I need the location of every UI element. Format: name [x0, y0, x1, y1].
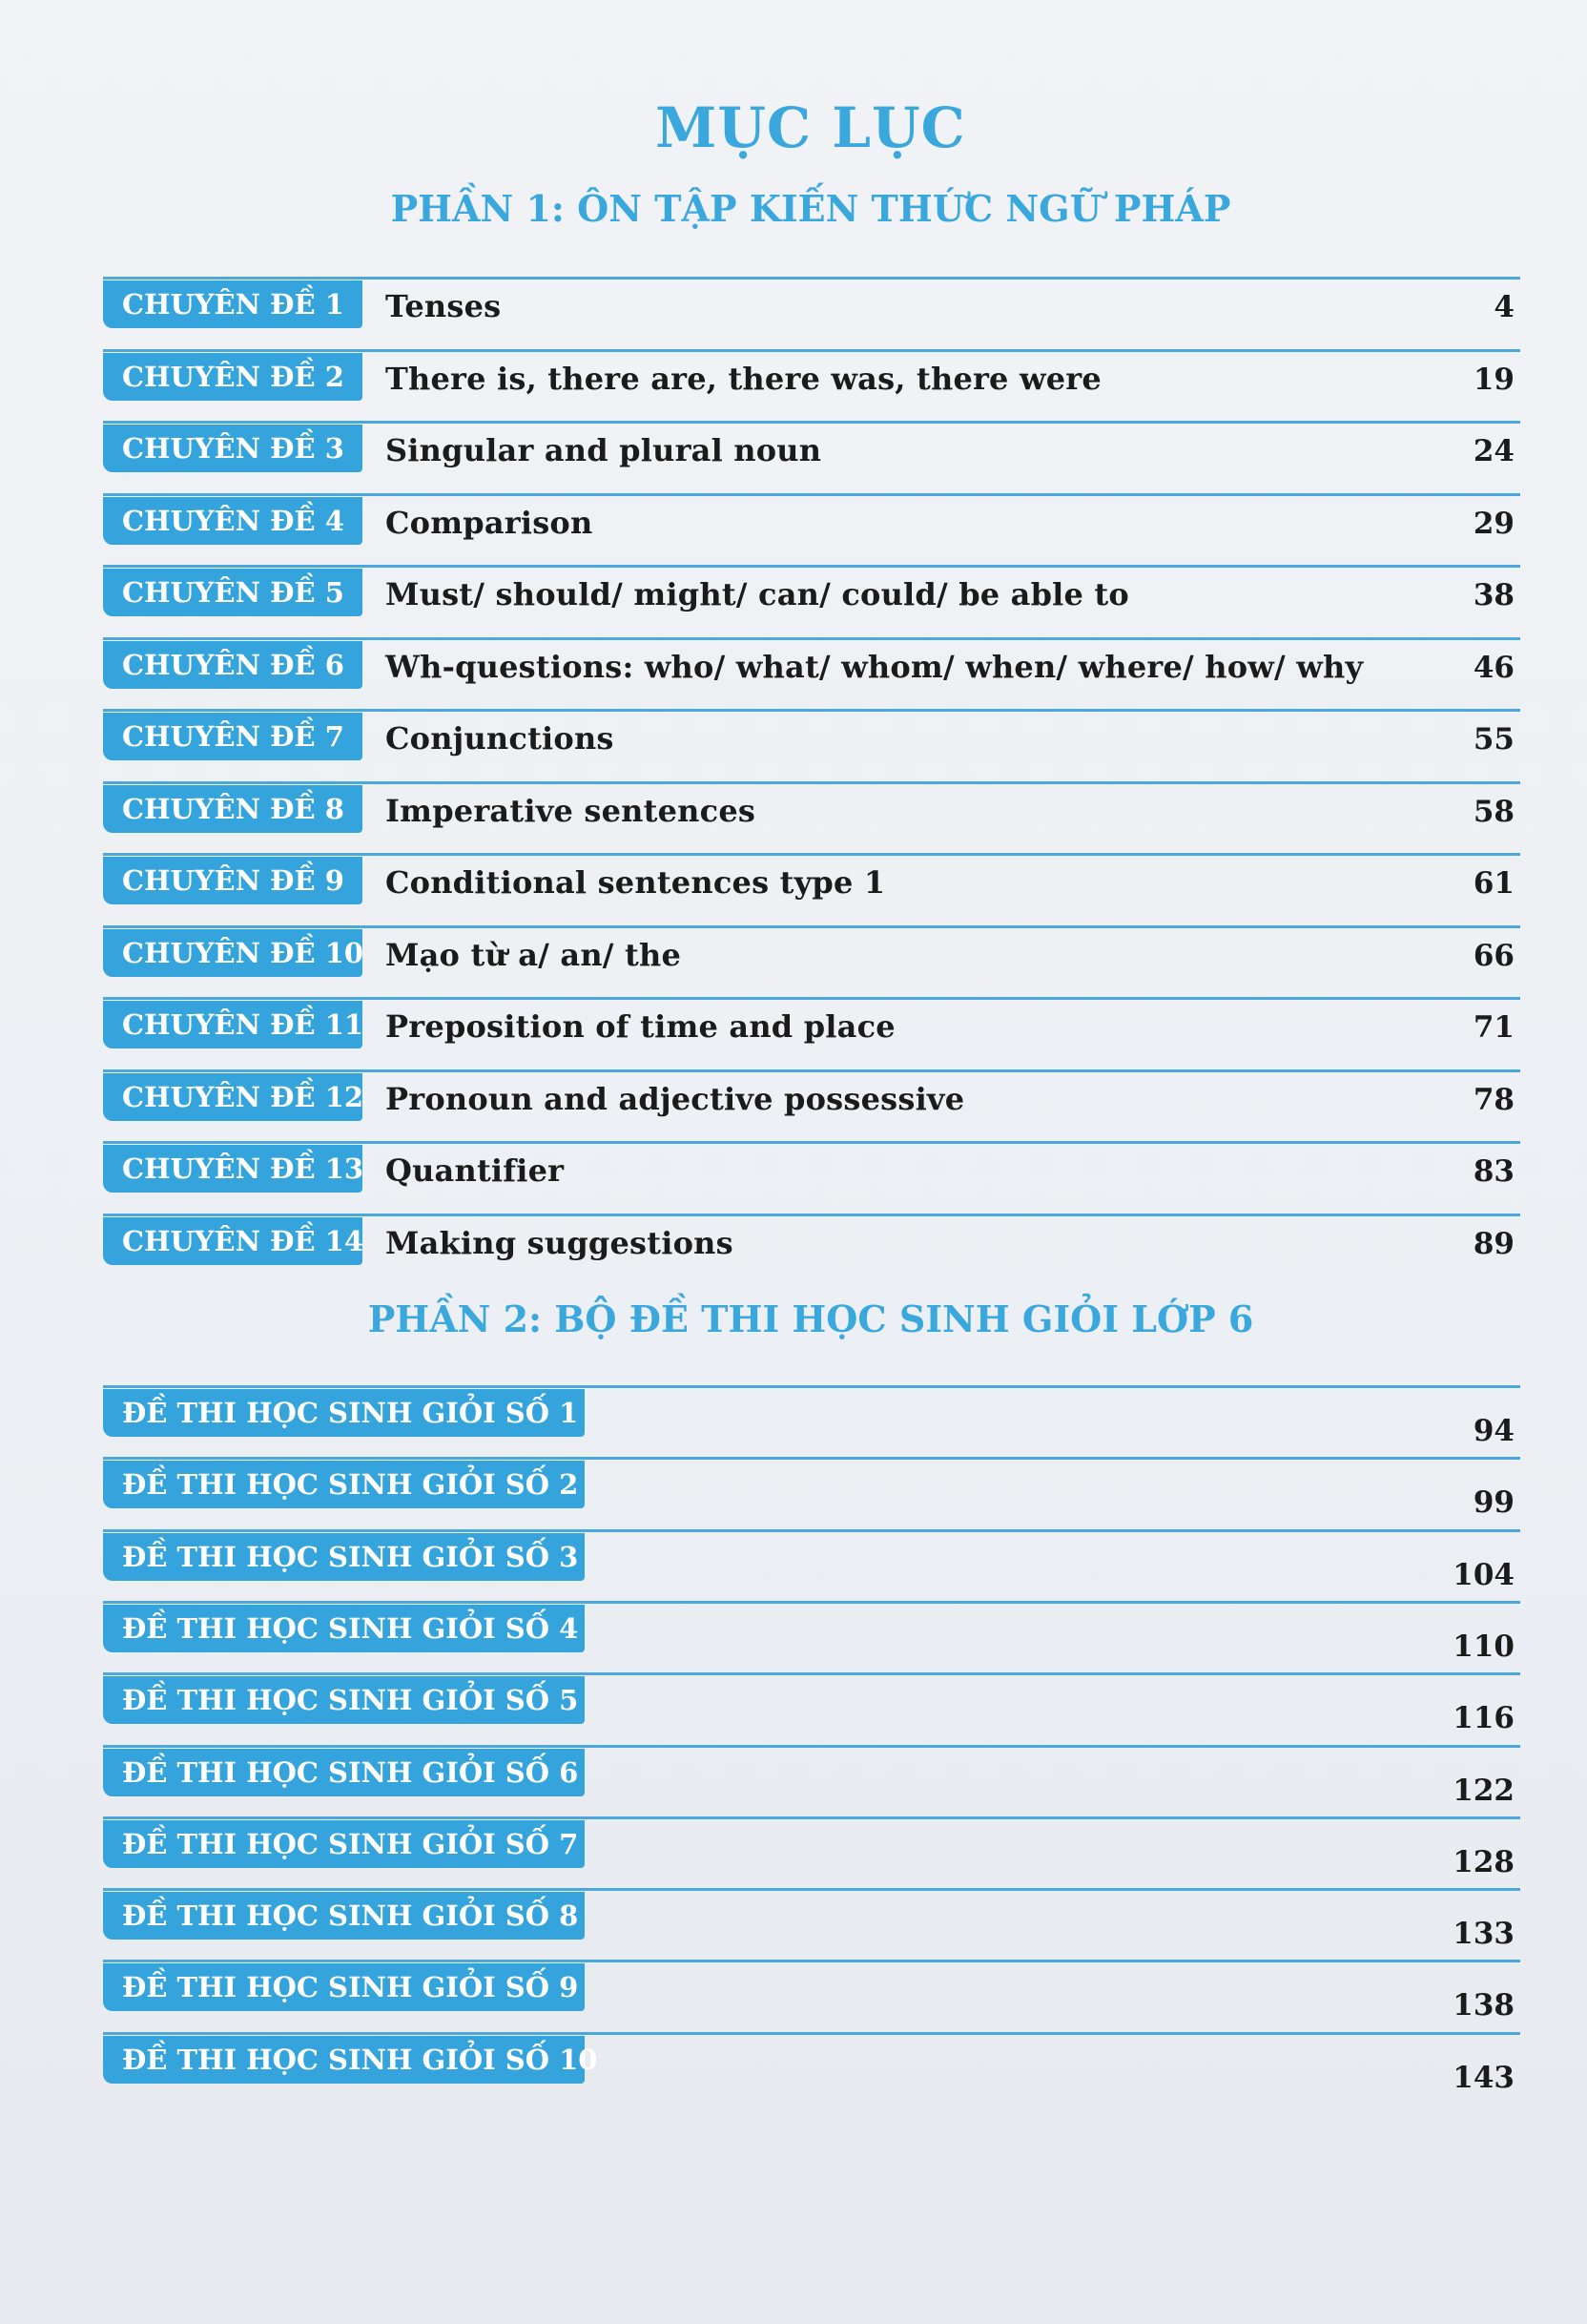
- page-number: 110: [1453, 1629, 1515, 1664]
- row-divider: [103, 1601, 1520, 1604]
- topic-label: Preposition of time and place: [385, 1008, 896, 1045]
- row-divider: [103, 1888, 1520, 1891]
- part2-heading: PHẦN 2: BỘ ĐỀ THI HỌC SINH GIỎI LỚP 6: [367, 1297, 1254, 1340]
- exam-row[interactable]: [103, 1816, 1520, 1879]
- toc-row[interactable]: [103, 1214, 1520, 1271]
- row-divider: [103, 277, 1520, 280]
- topic-label: Quantifier: [385, 1152, 565, 1189]
- topic-label: Tenses: [385, 288, 502, 324]
- toc-row[interactable]: [103, 349, 1520, 406]
- chapter-badge: CHUYÊN ĐỀ 6: [103, 641, 362, 689]
- chapter-badge: CHUYÊN ĐỀ 13: [103, 1145, 362, 1193]
- chapter-badge: CHUYÊN ĐỀ 7: [103, 713, 362, 760]
- row-divider: [103, 1214, 1520, 1216]
- row-divider: [103, 853, 1520, 856]
- exam-badge: ĐỀ THI HỌC SINH GIỎI SỐ 5: [103, 1676, 585, 1724]
- exam-row[interactable]: [103, 2032, 1520, 2095]
- toc-row[interactable]: [103, 637, 1520, 695]
- toc-row[interactable]: [103, 709, 1520, 766]
- exam-badge: ĐỀ THI HỌC SINH GIỎI SỐ 2: [103, 1461, 585, 1508]
- exam-row[interactable]: [103, 1888, 1520, 1952]
- exam-badge: ĐỀ THI HỌC SINH GIỎI SỐ 3: [103, 1533, 585, 1581]
- toc-row[interactable]: [103, 493, 1520, 550]
- topic-label: Must/ should/ might/ can/ could/ be able to: [385, 576, 1129, 612]
- row-divider: [103, 2032, 1520, 2035]
- topic-label: Imperative sentences: [385, 792, 756, 829]
- exam-row[interactable]: [103, 1529, 1520, 1592]
- page-number: 99: [1473, 1485, 1515, 1521]
- topic-label: Wh-questions: who/ what/ whom/ when/ where/ how/ why: [385, 648, 1364, 685]
- page-title: MỤC LỤC: [655, 95, 966, 160]
- page-number: 104: [1453, 1557, 1515, 1592]
- page-number: 138: [1453, 1988, 1515, 2023]
- exam-row[interactable]: [103, 1745, 1520, 1808]
- part1-heading: PHẦN 1: ÔN TẬP KIẾN THỨC NGỮ PHÁP: [390, 187, 1231, 230]
- row-divider: [103, 1457, 1520, 1460]
- exam-badge: ĐỀ THI HỌC SINH GIỎI SỐ 1: [103, 1389, 585, 1437]
- toc-row[interactable]: [103, 925, 1520, 983]
- page-number: 133: [1453, 1917, 1515, 1952]
- page-number: 122: [1453, 1773, 1515, 1808]
- page-number: 89: [1473, 1226, 1515, 1261]
- page-number: 46: [1473, 650, 1515, 685]
- page-number: 4: [1494, 290, 1515, 324]
- chapter-badge: CHUYÊN ĐỀ 11: [103, 1001, 362, 1048]
- chapter-badge: CHUYÊN ĐỀ 12: [103, 1073, 362, 1121]
- page-number: 19: [1473, 362, 1515, 397]
- exam-badge: ĐỀ THI HỌC SINH GIỎI SỐ 7: [103, 1820, 585, 1868]
- topic-label: There is, there are, there was, there were: [385, 360, 1102, 397]
- row-divider: [103, 925, 1520, 928]
- topic-label: Singular and plural noun: [385, 432, 822, 468]
- toc-row[interactable]: [103, 853, 1520, 910]
- row-divider: [103, 1745, 1520, 1748]
- toc-row[interactable]: [103, 565, 1520, 622]
- toc-row[interactable]: [103, 277, 1520, 334]
- row-divider: [103, 349, 1520, 352]
- toc-row[interactable]: [103, 781, 1520, 839]
- row-divider: [103, 1960, 1520, 1962]
- topic-label: Conjunctions: [385, 720, 614, 757]
- exam-row[interactable]: [103, 1457, 1520, 1521]
- row-divider: [103, 637, 1520, 640]
- toc-row[interactable]: [103, 997, 1520, 1054]
- exam-badge: ĐỀ THI HỌC SINH GIỎI SỐ 8: [103, 1892, 585, 1940]
- row-divider: [103, 997, 1520, 1000]
- chapter-badge: CHUYÊN ĐỀ 10: [103, 929, 362, 977]
- page-number: 61: [1473, 866, 1515, 901]
- page-number: 128: [1453, 1844, 1515, 1879]
- topic-label: Conditional sentences type 1: [385, 864, 886, 901]
- page-number: 94: [1473, 1414, 1515, 1448]
- topic-label: Pronoun and adjective possessive: [385, 1080, 965, 1117]
- exam-row[interactable]: [103, 1672, 1520, 1736]
- chapter-badge: CHUYÊN ĐỀ 8: [103, 785, 362, 833]
- row-divider: [103, 1816, 1520, 1819]
- topic-label: Mạo từ a/ an/ the: [385, 936, 682, 973]
- chapter-badge: CHUYÊN ĐỀ 9: [103, 857, 362, 904]
- exam-row[interactable]: [103, 1601, 1520, 1664]
- topic-label: Making suggestions: [385, 1224, 733, 1261]
- chapter-badge: CHUYÊN ĐỀ 4: [103, 497, 362, 545]
- page-number: 116: [1453, 1701, 1515, 1736]
- page-number: 83: [1473, 1154, 1515, 1189]
- page-number: 38: [1473, 578, 1515, 612]
- page-number: 55: [1473, 722, 1515, 757]
- row-divider: [103, 1385, 1520, 1388]
- exam-badge: ĐỀ THI HỌC SINH GIỎI SỐ 6: [103, 1749, 585, 1796]
- page-number: 71: [1473, 1010, 1515, 1045]
- page-number: 24: [1473, 434, 1515, 468]
- row-divider: [103, 709, 1520, 712]
- exam-badge: ĐỀ THI HỌC SINH GIỎI SỐ 9: [103, 1963, 585, 2011]
- exam-row[interactable]: [103, 1385, 1520, 1448]
- page-number: 78: [1473, 1082, 1515, 1117]
- row-divider: [103, 421, 1520, 424]
- topic-label: Comparison: [385, 504, 593, 541]
- page-number: 58: [1473, 794, 1515, 829]
- toc-row[interactable]: [103, 1069, 1520, 1127]
- exam-badge: ĐỀ THI HỌC SINH GIỎI SỐ 10: [103, 2036, 585, 2084]
- row-divider: [103, 1672, 1520, 1675]
- chapter-badge: CHUYÊN ĐỀ 5: [103, 569, 362, 616]
- row-divider: [103, 781, 1520, 784]
- row-divider: [103, 1069, 1520, 1072]
- chapter-badge: CHUYÊN ĐỀ 3: [103, 425, 362, 472]
- exam-row[interactable]: [103, 1960, 1520, 2023]
- row-divider: [103, 1141, 1520, 1144]
- chapter-badge: CHUYÊN ĐỀ 2: [103, 353, 362, 401]
- page-number: 29: [1473, 506, 1515, 541]
- row-divider: [103, 565, 1520, 568]
- page-number: 66: [1473, 938, 1515, 973]
- chapter-badge: CHUYÊN ĐỀ 14: [103, 1217, 362, 1265]
- toc-row[interactable]: [103, 1141, 1520, 1198]
- page-number: 143: [1453, 2060, 1515, 2095]
- row-divider: [103, 493, 1520, 496]
- chapter-badge: CHUYÊN ĐỀ 1: [103, 280, 362, 328]
- exam-badge: ĐỀ THI HỌC SINH GIỎI SỐ 4: [103, 1605, 585, 1652]
- toc-row[interactable]: [103, 421, 1520, 478]
- row-divider: [103, 1529, 1520, 1532]
